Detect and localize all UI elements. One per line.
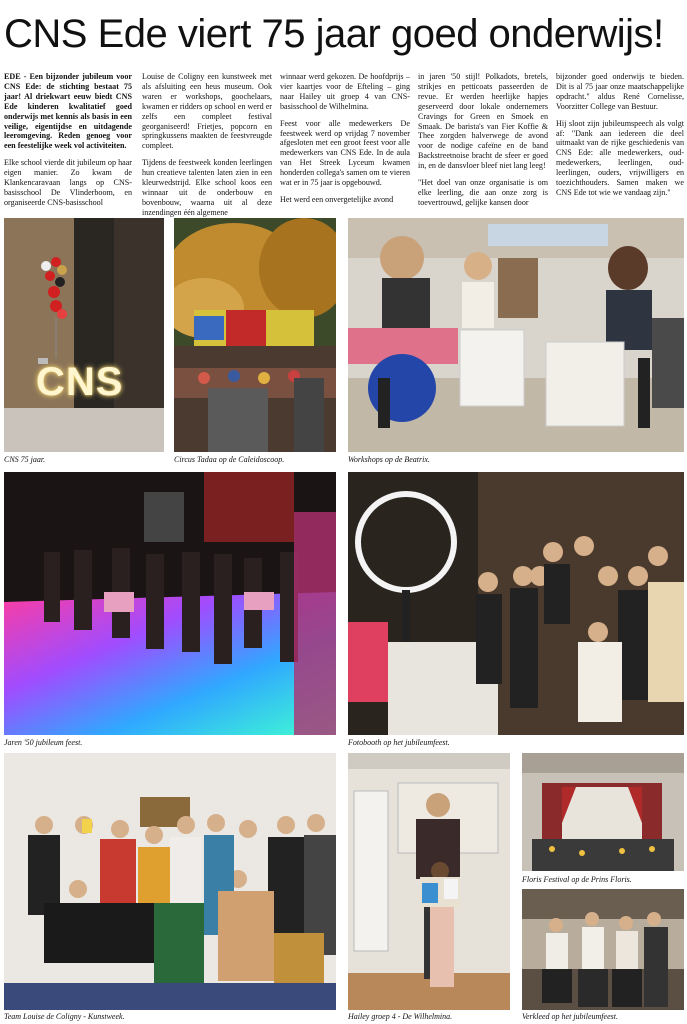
photo-circus-tadaa — [174, 218, 336, 452]
photo-jaren-50-feest — [4, 472, 336, 735]
photo-workshops-beatrix — [348, 218, 684, 452]
photo-verkleed-jubileumfeest — [522, 889, 684, 1010]
photo-cns-75-jaar — [4, 218, 164, 452]
dateline: EDE — [4, 72, 21, 81]
article-column-3 — [280, 72, 410, 218]
body-paragraph: winnaar werd gekozen. De hoofdprijs – vier kaartjes voor de Efteling – ging naar Hailey uit groep 4 van CNS-basisschool de Wilhelmina. — [280, 72, 410, 111]
caption-fotobooth: Fotobooth op het jubileumfeest. — [348, 738, 450, 747]
body-paragraph: "Het doel van onze organisatie is om elke leerling, die aan onze zorg is toevertrouwd, gelijke kansen door — [418, 178, 548, 207]
article-column-1 — [4, 72, 132, 218]
caption-team-louise-de-coligny: Team Louise de Coligny - Kunstweek. — [4, 1012, 125, 1021]
body-paragraph: Elke school vierde dit jubileum op haar eigen manier. Zo kwam de Klankencaravaan langs op CNS-basisschool De Vlinderboom, en organiseerde CNS-basisschool — [4, 158, 132, 207]
body-paragraph: in jaren '50 stijl! Polkadots, bretels, strikjes en petticoats passeerden de revue. Er werden heerlijke hapjes geserveerd door lokale ondernemers Cravings for Green en Smoek en Smaak. De barista's van Fier Koffie & Thee zorgden halverwege de avond voor de nodige cafeïne en de band Backstreetnoise bracht de sfeer er goed in, en de dansvloer bleef niet lang leeg! — [418, 72, 548, 171]
body-paragraph: Hij sloot zijn jubileumspeech als volgt af: "Dank aan iedereen die deel uitmaakt van de rijke geschiedenis van CNS Ede: alle medewerkers, oud-medewerkers, leerlingen, oud-leerlingen, ouders, vrijwilligers en toezichthouders. Samen maken we CNS Ede tot wie we vandaag zijn." — [556, 118, 684, 197]
headline: CNS Ede viert 75 jaar goed onderwijs! — [4, 12, 664, 56]
caption-workshops-beatrix: Workshops op de Beatrix. — [348, 455, 430, 464]
cns-marquee-sign: CNS — [36, 360, 124, 404]
body-paragraph: Feest voor alle medewerkers De feestweek werd op vrijdag 7 november afgesloten met een groot feest voor alle medewerkers van CNS Ede. In de aula van Het Streek Lyceum kwamen honderden collega's samen om te vieren wat er in 75 jaar is opgebouwd. — [280, 118, 410, 188]
article-column-4 — [418, 72, 548, 218]
caption-verkleed-jubileumfeest: Verkleed op het jubileumfeest. — [522, 1012, 618, 1021]
article-column-2 — [142, 72, 272, 218]
lead-text: - Een bijzonder jubileum voor CNS Ede: de stichting bestaat 75 jaar! Al driekwart eeuw biedt CNS Ede kinderen kwalitatief goed onderwijs met kennis als basis in een veilige, eigentijdse en uitdagende leeromgeving. Reden genoeg voor een feestelijke week vol activiteiten. — [4, 72, 132, 151]
photo-fotobooth — [348, 472, 684, 735]
lead-paragraph — [4, 72, 132, 151]
article-column-5 — [556, 72, 684, 218]
body-paragraph: bijzonder goed onderwijs te bieden. Dit is al 75 jaar onze maatschappelijke opdracht." aldus René Cornelisse, Voorzitter College van Bestuur. — [556, 72, 684, 111]
body-paragraph: Het werd een onvergetelijke avond — [280, 194, 394, 204]
caption-circus-tadaa: Circus Tadaa op de Caleidoscoop. — [174, 455, 285, 464]
caption-floris-festival: Floris Festival op de Prins Floris. — [522, 875, 632, 884]
photo-hailey-wilhelmina — [348, 753, 510, 1010]
caption-jaren-50-feest: Jaren '50 jubileum feest. — [4, 738, 83, 747]
body-paragraph: Tijdens de feestweek konden leerlingen hun creatieve talenten laten zien in een kleurwedstrijd. Elke school koos een winnaar uit de onderbouw en bovenbouw, waarna uit al deze inzendingen één algemene — [142, 158, 272, 217]
body-paragraph: Louise de Coligny een kunstweek met als afsluiting een heus museum. Ook waren er workshops, goochelaars, kwamen er ridders op school en werd er zelfs een compleet festival georganiseerd! Frietjes, popcorn en springkussens maakten de feestvreugde compleet. — [142, 72, 272, 151]
caption-cns-75-jaar: CNS 75 jaar. — [4, 455, 46, 464]
caption-hailey-wilhelmina: Hailey groep 4 - De Wilhelmina. — [348, 1012, 453, 1021]
photo-floris-festival — [522, 753, 684, 871]
photo-team-louise-de-coligny — [4, 753, 336, 1010]
